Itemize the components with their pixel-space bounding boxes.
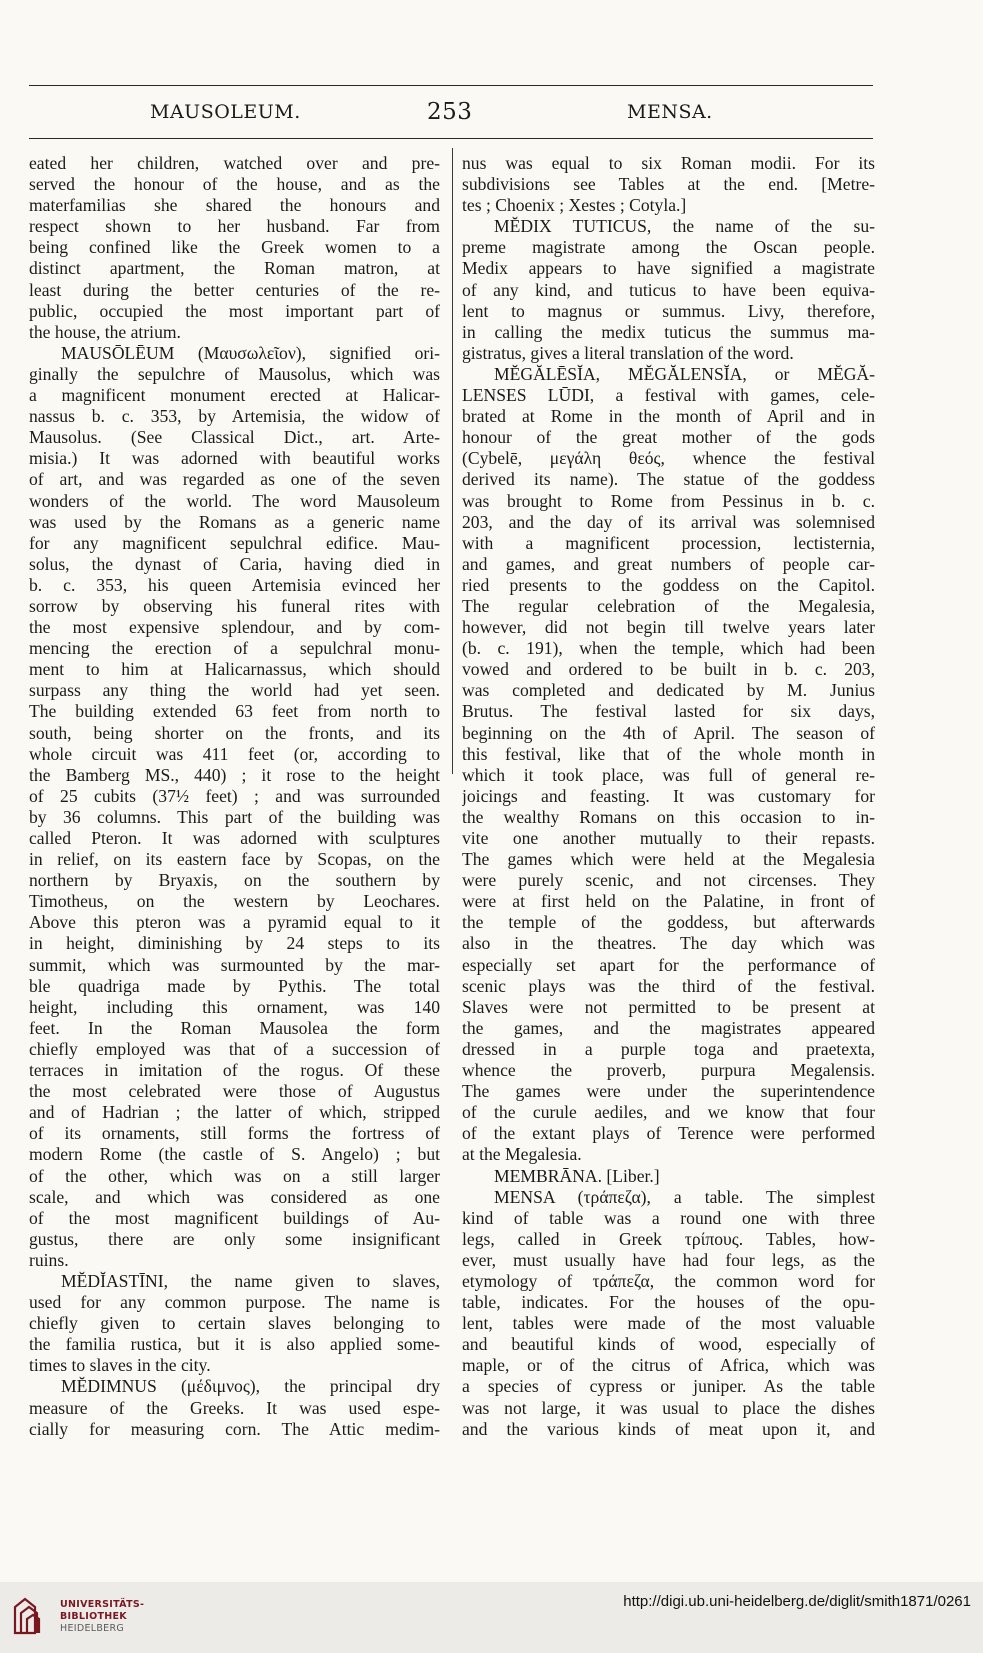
left-column	[29, 153, 440, 1440]
text-line: south, being shorter on the fronts, and its	[29, 722, 440, 743]
text-line: 203, and the day of its arrival was solemnised	[462, 511, 875, 532]
text-line: MEMBRĀNA. [Liber.]	[494, 1165, 660, 1186]
text-line: the most expensive splendour, and by com-	[29, 617, 440, 638]
text-line: were purely scenic, and not circenses. They	[462, 870, 875, 891]
text-line: ble quadriga made by Pythis. The total	[29, 975, 440, 996]
text-line: honour of the great mother of the gods	[462, 427, 875, 448]
text-line: the wealthy Romans on this occasion to in-	[462, 806, 875, 827]
running-head-right: MENSA.	[627, 101, 713, 123]
text-line: this festival, like that of the whole month in	[462, 743, 875, 764]
text-line: vite one another mutually to their repasts.	[462, 828, 875, 848]
text-line: Slaves were not permitted to be present at	[462, 996, 875, 1017]
text-line: mencing the erection of a sepulchral monu-	[29, 638, 440, 659]
text-line: and games, and great numbers of people car-	[462, 553, 875, 574]
text-line: materfamilias she shared the honours and	[29, 195, 440, 216]
text-line: gistratus, gives a literal translation of the word.	[462, 342, 794, 363]
university-library-logo-icon[interactable]	[9, 1593, 55, 1639]
text-line: chiefly employed was that of a succession of	[29, 1038, 440, 1059]
text-line: of 25 cubits (37½ feet) ; and was surrounded	[29, 785, 440, 806]
text-line: subdivisions see Tables at the end. [Metre-	[462, 174, 875, 195]
text-line: b. c. 353, his queen Artemisia evinced her	[29, 574, 440, 595]
text-line: derived its name). The statue of the goddess	[462, 469, 875, 490]
text-line: which it took place, was full of general re-	[462, 764, 875, 785]
text-line: of the other, which was on a still larger	[29, 1165, 440, 1186]
text-line: ment to him at Halicarnassus, which should	[29, 659, 440, 680]
text-line: whence the proverb, purpura Megalensis.	[462, 1060, 875, 1081]
text-line: cially for measuring corn. The Attic medim-	[29, 1418, 440, 1439]
text-line: times to slaves in the city.	[29, 1355, 211, 1376]
text-line: The building extended 63 feet from north to	[29, 701, 440, 722]
text-line: of art, and was regarded as one of the seven	[29, 469, 440, 490]
text-line: in relief, on its eastern face by Scopas, on the	[29, 849, 440, 870]
right-column	[462, 153, 875, 1440]
text-line: dressed in a purple toga and praetexta,	[462, 1038, 875, 1059]
text-line: whole circuit was 411 feet (or, according to	[29, 743, 440, 764]
text-line: brated at Rome in the month of April and in	[462, 406, 875, 427]
text-line: MAUSŌLĒUM (Μαυσωλεῖον), signified ori-	[61, 342, 440, 363]
text-line: was completed and dedicated by M. Junius	[462, 680, 875, 701]
text-line: especially set apart for the performance of	[462, 954, 875, 975]
text-line: vowed and ordered to be built in b. c. 203,	[462, 659, 875, 680]
text-line: being confined like the Greek women to a	[29, 237, 440, 258]
text-line: at the Megalesia.	[462, 1144, 582, 1165]
text-line: in calling the medix tuticus the summus ma-	[462, 321, 875, 342]
text-line: sorrow by observing his funeral rites with	[29, 595, 440, 616]
institution-name-line3: HEIDELBERG	[60, 1623, 125, 1634]
text-line: terraces in imitation of the rogus. Of these	[29, 1060, 440, 1081]
text-line: tes ; Choenix ; Xestes ; Cotyla.]	[462, 195, 687, 216]
text-line: feet. In the Roman Mausolea the form	[29, 1017, 440, 1038]
text-line: and the various kinds of meat upon it, and	[462, 1418, 875, 1439]
text-line: the games, and the magistrates appeared	[462, 1017, 875, 1038]
text-line: nus was equal to six Roman modii. For its	[462, 153, 875, 173]
text-line: used for any common purpose. The name is	[29, 1292, 440, 1313]
text-line: gustus, there are only some insignificant	[29, 1228, 440, 1249]
column-divider	[452, 148, 453, 774]
text-line: Timotheus, on the western by Leochares.	[29, 891, 440, 912]
text-line: was brought to Rome from Pessinus in b. c.	[462, 490, 875, 511]
text-line: height, including this ornament, was 140	[29, 996, 440, 1017]
text-line: scenic plays was the third of the festival.	[462, 975, 875, 996]
text-line: Mausolus. (See Classical Dict., art. Arte-	[29, 427, 440, 448]
text-line: (Cybelē, μεγάλη θεός, whence the festival	[462, 448, 875, 469]
text-line: preme magistrate among the Oscan people.	[462, 237, 875, 258]
text-line: of any kind, and tuticus to have been equiva-	[462, 279, 875, 300]
text-line: table, indicates. For the houses of the opu-	[462, 1292, 875, 1313]
text-line: of its ornaments, still forms the fortress of	[29, 1123, 440, 1144]
text-line: Brutus. The festival lasted for six days,	[462, 701, 875, 722]
text-line: surpass any thing the world had yet seen.	[29, 680, 440, 701]
text-line: the temple of the goddess, but afterwards	[462, 912, 875, 933]
text-line: however, did not begin till twelve years later	[462, 617, 875, 638]
text-line: least during the better centuries of the re-	[29, 279, 440, 300]
text-line: Above this pteron was a pyramid equal to it	[29, 912, 440, 933]
top-rule	[29, 85, 873, 86]
text-line: The games were under the superintendence	[462, 1081, 875, 1102]
text-line: served the honour of the house, and as the	[29, 174, 440, 195]
source-url-link[interactable]: http://digi.ub.uni-heidelberg.de/diglit/smith1871/0261	[623, 1593, 971, 1610]
text-line: measure of the Greeks. It was used espe-	[29, 1397, 440, 1418]
text-line: a species of cypress or juniper. As the table	[462, 1376, 875, 1397]
text-line: also in the theatres. The day which was	[462, 933, 875, 954]
text-line: solus, the dynast of Caria, having died in	[29, 553, 440, 574]
text-line: called Pteron. It was adorned with sculptures	[29, 828, 440, 848]
text-line: wonders of the world. The word Mausoleum	[29, 490, 440, 511]
institution-name-line2: BIBLIOTHEK	[60, 1611, 127, 1622]
text-line: The games which were held at the Megalesia	[462, 849, 875, 870]
text-line: scale, and which was considered as one	[29, 1186, 440, 1207]
text-line: beginning on the 4th of April. The season of	[462, 722, 875, 743]
text-line: Medix appears to have signified a magistrate	[462, 258, 875, 279]
text-line: and of Hadrian ; the latter of which, stripped	[29, 1102, 440, 1123]
text-line: MĔDIX TUTICUS, the name of the su-	[494, 216, 875, 237]
text-line: nassus b. c. 353, by Artemisia, the widow of	[29, 406, 440, 427]
text-line: of the most magnificent buildings of Au-	[29, 1207, 440, 1228]
text-line: ruins.	[29, 1249, 69, 1270]
page-number: 253	[427, 99, 473, 125]
header-rule	[29, 138, 873, 139]
text-line: (b. c. 191), when the temple, which had been	[462, 638, 875, 659]
text-line: the most celebrated were those of Augustus	[29, 1081, 440, 1102]
text-line: respect shown to her husband. Far from	[29, 216, 440, 237]
text-line: kind of table was a round one with three	[462, 1207, 875, 1228]
text-line: misia.) It was adorned with beautiful works	[29, 448, 440, 469]
text-line: lent to magnus or summus. Livy, therefore,	[462, 300, 875, 321]
institution-name-line1: UNIVERSITÄTS-	[60, 1599, 145, 1610]
text-line: was used by the Romans as a generic name	[29, 511, 440, 532]
text-line: in height, diminishing by 24 steps to its	[29, 933, 440, 954]
text-line: MĔDIMNUS (μέδιμνος), the principal dry	[61, 1376, 440, 1397]
text-line: ried presents to the goddess on the Capitol.	[462, 574, 875, 595]
text-line: for any magnificent sepulchral edifice. Mau-	[29, 532, 440, 553]
text-line: and beautiful kinds of wood, especially of	[462, 1334, 875, 1355]
text-line: ginally the sepulchre of Mausolus, which was	[29, 363, 440, 384]
text-line: of the extant plays of Terence were performed	[462, 1123, 875, 1144]
text-line: chiefly given to certain slaves belonging to	[29, 1313, 440, 1334]
text-line: summit, which was surmounted by the mar-	[29, 954, 440, 975]
text-line: modern Rome (the castle of S. Angelo) ; but	[29, 1144, 440, 1165]
text-line: the familia rustica, but it is also applied some-	[29, 1334, 440, 1355]
text-line: maple, or of the citrus of Africa, which was	[462, 1355, 875, 1376]
text-line: with a magnificent procession, lectisternia,	[462, 532, 875, 553]
text-line: was not large, it was usual to place the dishes	[462, 1397, 875, 1418]
text-line: LENSES LŪDI, a festival with games, cele-	[462, 385, 875, 406]
text-line: MENSA (τράπεζα), a table. The simplest	[494, 1186, 875, 1207]
text-line: eated her children, watched over and pre-	[29, 153, 440, 173]
text-line: joicings and feasting. It was customary for	[462, 785, 875, 806]
text-line: The regular celebration of the Megalesia,	[462, 595, 875, 616]
text-line: northern by Bryaxis, on the southern by	[29, 870, 440, 891]
text-line: MĔGĂLĒSĬA, MĔGĂLENSĬA, or MĔGĂ-	[494, 363, 875, 384]
text-line: distinct apartment, the Roman matron, at	[29, 258, 440, 279]
text-line: ever, must usually have had four legs, as the	[462, 1249, 875, 1270]
text-line: the Bamberg MS., 440) ; it rose to the height	[29, 764, 440, 785]
running-head-left: MAUSOLEUM.	[150, 101, 301, 123]
text-line: by 36 columns. This part of the building was	[29, 806, 440, 827]
text-line: legs, called in Greek τρίπους. Tables, how-	[462, 1228, 875, 1249]
text-line: the house, the atrium.	[29, 321, 181, 342]
text-line: lent, tables were made of the most valuable	[462, 1313, 875, 1334]
text-line: MĔDĬASTĪNI, the name given to slaves,	[61, 1270, 440, 1291]
text-line: of the curule aediles, and we know that four	[462, 1102, 875, 1123]
text-line: public, occupied the most important part of	[29, 300, 440, 321]
text-line: a magnificent monument erected at Halicar-	[29, 385, 440, 406]
text-line: etymology of τράπεζα, the common word for	[462, 1270, 875, 1291]
text-line: were at first held on the Palatine, in front of	[462, 891, 875, 912]
